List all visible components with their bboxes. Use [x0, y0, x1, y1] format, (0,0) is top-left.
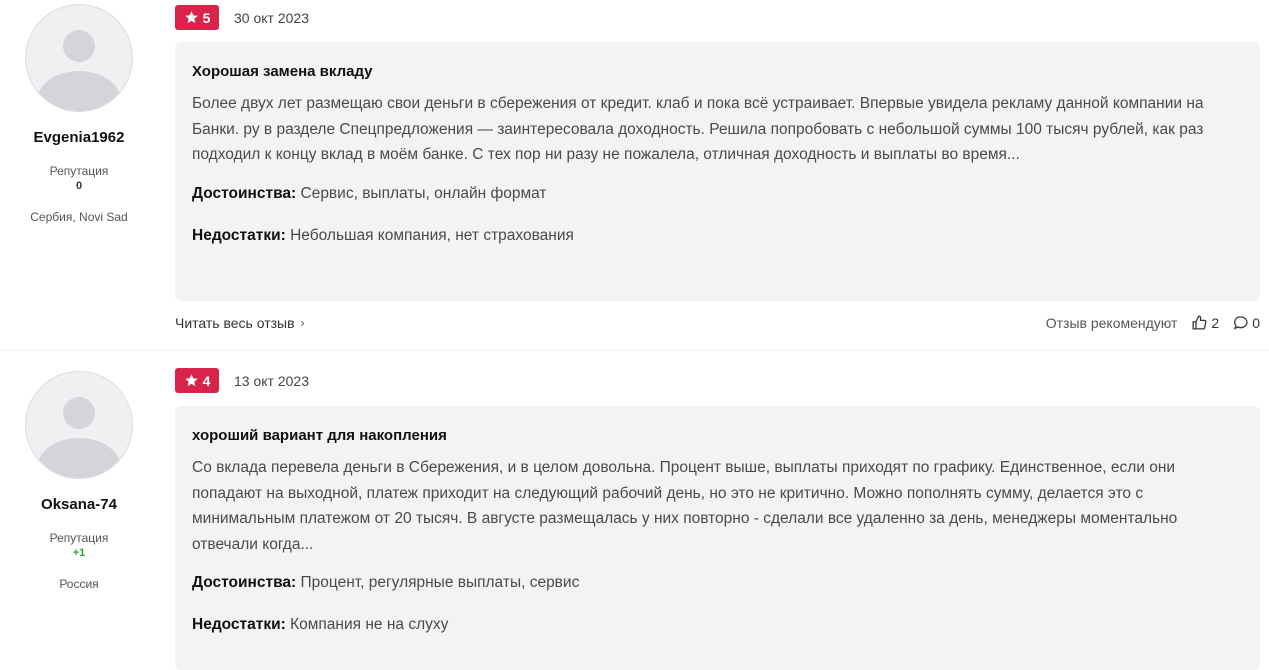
- author-name[interactable]: Evgenia1962: [33, 129, 125, 146]
- pros-text: Сервис, выплаты, онлайн формат: [300, 184, 547, 202]
- avatar-placeholder-icon: [63, 30, 95, 62]
- star-icon: [184, 373, 199, 388]
- review-pros: [192, 183, 1243, 205]
- cons-label: Недостатки:: [192, 616, 286, 633]
- avatar-placeholder-icon: [63, 397, 95, 429]
- review-text: Более двух лет размещаю свои деньги в сбережения от кредит. клаб и пока всё устраивает. Впервые увидела рекламу данной компании на Банки. ру в разделе Спецпредложения — заинтересовала доходность. Решила попробовать с небольшой суммы 100 тысяч рублей, как раз подходил к концу вклад в моём банке. С тех пор ни разу не пожалела, отличная доходность и выплаты во время...: [192, 95, 1204, 163]
- reputation-value: 0: [75, 180, 83, 192]
- review-date: 30 окт 2023: [234, 9, 309, 26]
- recommend-label: Отзыв рекомендуют: [1045, 314, 1178, 331]
- pros-label: Достоинства:: [192, 184, 297, 202]
- avatar[interactable]: [25, 371, 133, 479]
- read-more-label: Читать весь отзыв: [175, 314, 295, 331]
- thumbs-up-icon: [1191, 314, 1208, 331]
- review-date: 13 окт 2023: [234, 372, 309, 389]
- pros-text: Процент, регулярные выплаты, сервис: [300, 574, 580, 591]
- like-count: 2: [1211, 314, 1220, 331]
- reputation-label: Репутация: [49, 164, 109, 178]
- star-icon: [184, 10, 199, 25]
- review-card: [175, 406, 1260, 670]
- reputation-value: +1: [72, 547, 86, 559]
- cons-text: Небольшая компания, нет страхования: [290, 226, 574, 244]
- rating-badge: [175, 5, 219, 30]
- pros-label: Достоинства:: [192, 574, 297, 591]
- comment-button[interactable]: [1233, 315, 1260, 331]
- review-author: [0, 0, 158, 224]
- review-title[interactable]: Хорошая замена вкладу: [192, 63, 373, 80]
- review-item: [0, 350, 1269, 670]
- review-meta: [175, 5, 309, 30]
- author-name[interactable]: Oksana-74: [41, 496, 117, 513]
- review-pros: [192, 572, 1243, 594]
- read-more-link[interactable]: [175, 315, 305, 331]
- review-actions: [1046, 314, 1260, 331]
- review-author: [0, 367, 158, 591]
- like-button[interactable]: [1191, 314, 1219, 331]
- cons-label: Недостатки:: [192, 226, 286, 244]
- review-card: [175, 42, 1260, 301]
- author-location: Россия: [59, 577, 99, 591]
- author-location: Сербия, Novi Sad: [30, 210, 128, 224]
- comment-count: 0: [1252, 314, 1260, 331]
- avatar[interactable]: [25, 4, 133, 112]
- rating-value: 4: [202, 372, 211, 389]
- comment-icon: [1233, 315, 1249, 331]
- reputation-label: Репутация: [49, 531, 109, 545]
- cons-text: Компания не на слуху: [290, 616, 449, 633]
- review-cons: [192, 225, 1243, 247]
- rating-badge: [175, 368, 219, 393]
- review-meta: [175, 368, 309, 393]
- review-text: Со вклада перевела деньги в Сбережения, и в целом довольна. Процент выше, выплаты приходят по графику. Единственное, если они попадают на выходной, платеж приходит на следующий рабочий день, но это не критично. Можно пополнять сумму, делается это с минимальным платежом от 20 тысяч. В августе размещалась у них повторно - сделали все удаленно за день, менеджеры моментально отвечали когда...: [192, 459, 1178, 553]
- chevron-right-icon: ›: [300, 315, 305, 330]
- review-title[interactable]: хороший вариант для накопления: [192, 427, 447, 444]
- review-footer: [175, 314, 1260, 331]
- review-cons: [192, 614, 1243, 636]
- rating-value: 5: [202, 9, 211, 26]
